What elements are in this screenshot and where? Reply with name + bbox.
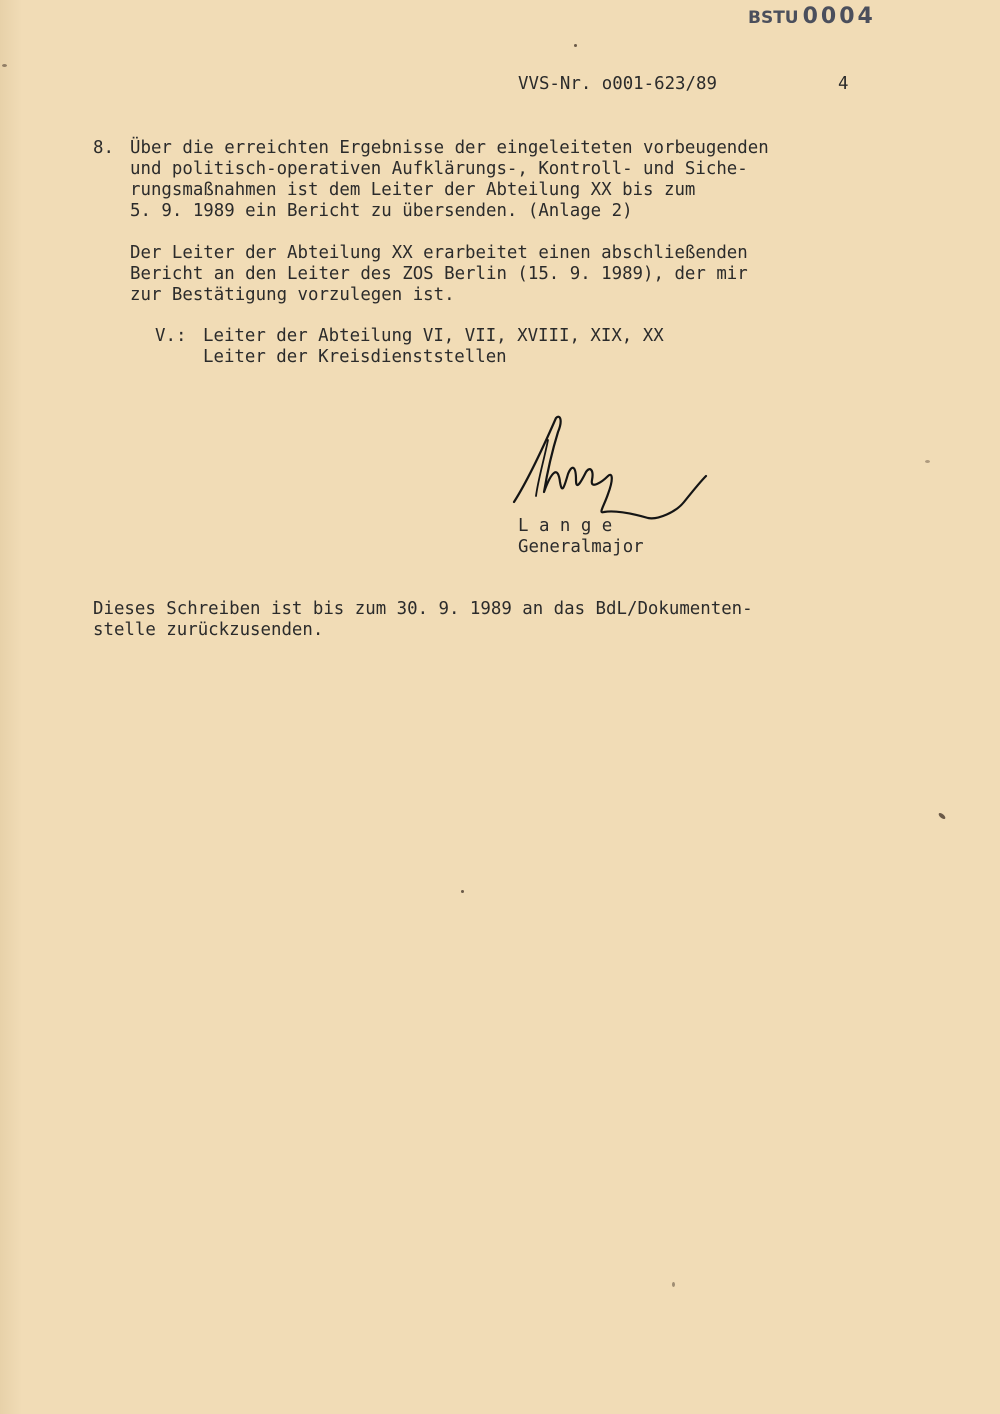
- closing-line-1: Dieses Schreiben ist bis zum 30. 9. 1989 an das BdL/Dokumenten-: [93, 599, 753, 619]
- page-edge-shading: [0, 0, 22, 1414]
- closing-line-2: stelle zurückzusenden.: [93, 620, 324, 640]
- responsible-line-1: Leiter der Abteilung VI, VII, XVIII, XIX, XX: [203, 326, 664, 346]
- paper-speck: [672, 1282, 675, 1287]
- stamp-number: 0004: [802, 4, 876, 29]
- signatory-rank: Generalmajor: [518, 537, 644, 557]
- signatory-name: L a n g e: [518, 516, 613, 536]
- paper-speck: [461, 890, 464, 893]
- responsible-line-2: Leiter der Kreisdienststellen: [203, 347, 507, 367]
- paragraph2-line-3: zur Bestätigung vorzulegen ist.: [130, 285, 455, 305]
- responsible-label: V.:: [155, 326, 187, 346]
- item8-line-3: rungsmaßnahmen ist dem Leiter der Abteilung XX bis zum: [130, 180, 696, 200]
- archive-stamp: [748, 4, 876, 29]
- item8-line-1: Über die erreichten Ergebnisse der eingeleiteten vorbeugenden: [130, 138, 769, 158]
- item-number: 8.: [93, 138, 114, 158]
- paper-speck: [2, 64, 7, 67]
- paper-speck: [938, 812, 947, 820]
- page-number: 4: [838, 74, 849, 94]
- paragraph2-line-2: Bericht an den Leiter des ZOS Berlin (15. 9. 1989), der mir: [130, 264, 748, 284]
- stamp-prefix: BSTU: [748, 8, 799, 28]
- reference-number: VVS-Nr. o001-623/89: [518, 74, 717, 94]
- paragraph2-line-1: Der Leiter der Abteilung XX erarbeitet einen abschließenden: [130, 243, 748, 263]
- item8-line-2: und politisch-operativen Aufklärungs-, Kontroll- und Siche-: [130, 159, 748, 179]
- paper-speck: [925, 460, 930, 463]
- paper-speck: [574, 44, 577, 47]
- item8-line-4: 5. 9. 1989 ein Bericht zu übersenden. (Anlage 2): [130, 201, 633, 221]
